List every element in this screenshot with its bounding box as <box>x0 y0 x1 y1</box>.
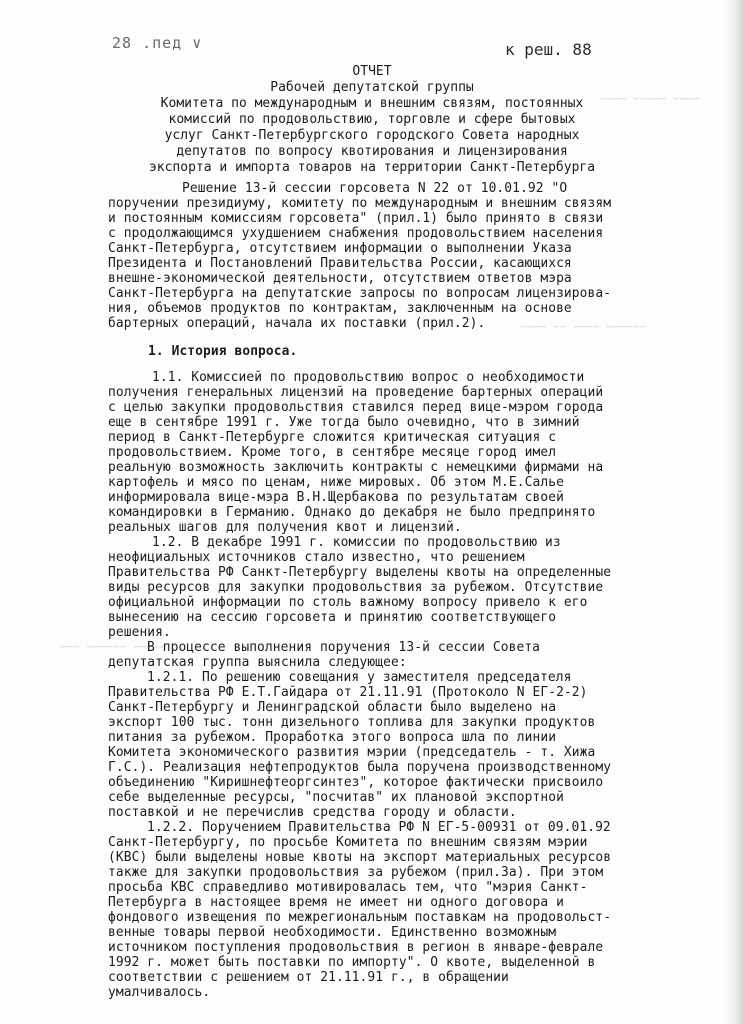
paragraph-1-1-line: 1.1. Комиссией по продовольствию вопрос о необходимости <box>152 370 585 385</box>
reverse-side-show-through: ~~~~~~ ~~~~ ~~ ~~~~ <box>520 320 646 333</box>
process-line: В процессе выполнения поручения 13-й сессии Совета <box>147 640 541 655</box>
title-line: экспорта и импорта товаров на территории Санкт-Петербурга <box>148 160 596 175</box>
paragraph-1-2-line: Правительства РФ Санкт-Петербургу выделены квоты на определенные <box>108 565 612 580</box>
header-right-mark: к реш. 88 <box>505 40 592 59</box>
paragraph-1-2-2-line: 1.2.2. Поручением Правительства РФ N ЕГ-5-00931 от 09.01.92 <box>147 820 611 835</box>
intro-line: ния, объемов продуктов по контрактам, заключенным на основе <box>108 301 572 316</box>
paragraph-1-2-1-line: экспорт 100 тыс. тонн дизельного топлива для закупки продуктов <box>108 715 596 730</box>
header-left-mark: 28 .пед ∨ <box>112 34 203 52</box>
paragraph-1-1-line: получения генеральных лицензий на проведение бартерных операций <box>108 385 604 400</box>
paragraph-1-2-2-line: (КВС) были выделены новые квоты на экспорт материальных ресурсов <box>108 850 612 865</box>
paragraph-1-2-2-line: соответствии с решением от 21.11.91 г., в обращении <box>108 970 509 985</box>
intro-line: Санкт-Петербурга на депутатские запросы по вопросам лицензирова- <box>108 286 612 301</box>
intro-line: и постоянным комиссиям горсовета" (прил.1) было принято в связи <box>108 211 604 226</box>
paragraph-1-2-2-line: Петербурга в настоящее время не имеет ни одного договора и <box>108 895 564 910</box>
paragraph-1-2-1-line: Санкт-Петербургу и Ленинградской области было выделено на <box>108 700 557 715</box>
intro-line: бартерных операций, начала их поставки (прил.2). <box>108 316 486 331</box>
paragraph-1-2-2-line: источником поступления продовольствия в регион в январе-феврале <box>108 940 604 955</box>
paragraph-1-2-line: официальной информации по столь важному вопросу привело к его <box>108 595 588 610</box>
paragraph-1-2-1-line: 1.2.1. По решению совещания у заместителя председателя <box>147 670 572 685</box>
paragraph-1-1-line: период в Санкт-Петербурге сложится критическая ситуация с <box>108 430 557 445</box>
paragraph-1-2-1-line: Правительства РФ Е.Т.Гайдара от 21.11.91 (Протоколо N ЕГ-2-2) <box>108 685 588 700</box>
paragraph-1-1-line: картофель и мясо по ценам, ниже мировых. Об этом М.Е.Салье <box>108 475 564 490</box>
reverse-side-show-through: ~~~~ ~~~~~ ~~~~ <box>600 92 700 105</box>
intro-line: Решение 13-й сессии горсовета N 22 от 10.01.92 "О <box>182 181 568 196</box>
paragraph-1-1-line: реальную возможность заключить контракты с немецкими фирмами на <box>108 460 604 475</box>
paragraph-1-2-line: вынесению на сессию горсовета и принятию соответствующего <box>108 610 557 625</box>
paragraph-1-2-2-line: просьба КВС справедливо мотивировалась тем, что "мэрия Санкт- <box>108 880 588 895</box>
paragraph-1-2-2-line: венные товары первой необходимости. Единственно возможным <box>108 925 557 940</box>
process-line: депутатская группа выяснила следующее: <box>108 655 407 670</box>
report-doc-type: ОТЧЕТ <box>352 64 392 79</box>
reverse-side-show-through: ~~~~~ ~~~~~~ ~~~ <box>60 640 166 653</box>
paragraph-1-2-2-line: умалчивалось. <box>108 985 211 1000</box>
paragraph-1-2-1-line: объединению "Киришнефтеоргсинтез", которое фактически присвоило <box>108 775 604 790</box>
section-heading: 1. История вопроса. <box>148 344 298 359</box>
title-line: Рабочей депутатской группы <box>270 80 474 95</box>
intro-line: Президента и Постановлений Правительства России, касающихся <box>108 256 572 271</box>
intro-line: с продолжающимся ухудшением снабжения продовольствием населения <box>108 226 604 241</box>
paragraph-1-2-1-line: Г.С.). Реализация нефтепродуктов была поручена производственному <box>108 760 612 775</box>
intro-line: внешне-экономической деятельности, отсутствием ответов мэра <box>108 271 572 286</box>
paragraph-1-2-2-line: Санкт-Петербургу, по просьбе Комитета по внешним связям мэрии <box>108 835 588 850</box>
title-line: депутатов по вопросу квотирования и лицензирования <box>176 144 568 159</box>
paragraph-1-2-line: 1.2. В декабре 1991 г. комиссии по продовольствию из <box>152 535 561 550</box>
paragraph-1-2-line: решения. <box>108 625 171 640</box>
paragraph-1-2-line: неофициальных источников стало известно, что решением <box>108 550 525 565</box>
paragraph-1-2-2-line: 1992 г. может быть поставки по импорту". О квоте, выделенной в <box>108 955 596 970</box>
paragraph-1-2-1-line: питания за рубежом. Проработка этого вопроса шла по линии <box>108 730 557 745</box>
title-line: услуг Санкт-Петербургского городского Совета народных <box>164 128 580 143</box>
paragraph-1-1-line: реальных шагов для получения квот и лицензий. <box>108 520 462 535</box>
paragraph-1-2-2-line: фондового извещения по межрегиональным поставкам на продовольст- <box>108 910 612 925</box>
paragraph-1-2-2-line: также для закупки продовольствия за рубежом (прил.3а). При этом <box>108 865 604 880</box>
report-title-block <box>0 64 744 176</box>
paragraph-1-2-1-line: поставкой и не перечислив средства городу и области. <box>108 805 517 820</box>
paragraph-1-1-line: с целью закупки продовольствия ставился перед вице-мэром города <box>108 400 604 415</box>
title-line: комиссий по продовольствию, торговле и сфере бытовых <box>168 112 576 127</box>
intro-line: поручении президиуму, комитету по международным и внешним связям <box>108 196 612 211</box>
paragraph-1-1-line: командировки в Германию. Однако до декабря не было предпринято <box>108 505 596 520</box>
paragraph-1-1-line: информировала вице-мэра В.Н.Щербакова по результатам своей <box>108 490 564 505</box>
paragraph-1-1-line: еще в сентябре 1991 г. Уже тогда было очевидно, что в зимний <box>108 415 580 430</box>
title-line: Комитета по международным и внешним связям, постоянных <box>160 96 584 111</box>
intro-line: Санкт-Петербурга, отсутствием информации о выполнении Указа <box>108 241 572 256</box>
paragraph-1-2-1-line: себе выделенные ресурсы, "посчитав" их плановой экспортной <box>108 790 564 805</box>
paragraph-1-2-line: виды ресурсов для закупки продовольствия за рубежом. Отсутствие <box>108 580 604 595</box>
paragraph-1-1-line: продовольствием. Кроме того, в сентябре месяце город имел <box>108 445 557 460</box>
paragraph-1-2-1-line: Комитета экономического развития мэрии (председатель - т. Хижа <box>108 745 596 760</box>
